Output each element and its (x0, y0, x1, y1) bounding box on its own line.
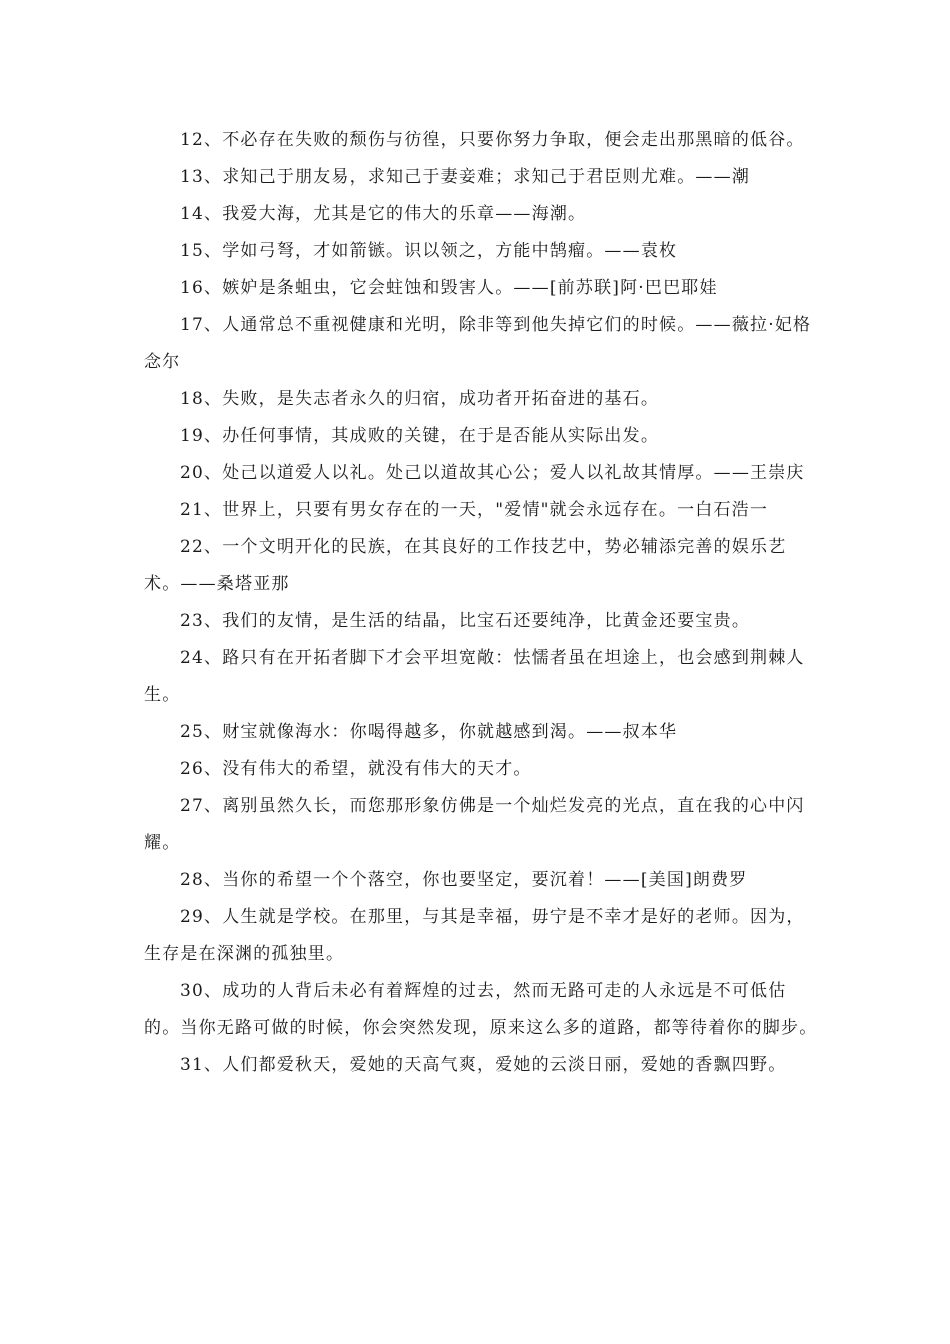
quote-paragraph-13: 13、求知己于朋友易，求知己于妻妾难；求知己于君臣则尤难。——潮 (180, 167, 751, 187)
quote-paragraph-24: 24、路只有在开拓者脚下才会平坦宽敞：怯懦者虽在坦途上，也会感到荆棘人生。 (144, 648, 805, 705)
quote-paragraph-27: 27、离别虽然久长，而您那形象仿佛是一个灿烂发亮的光点，直在我的心中闪耀。 (144, 796, 805, 853)
quote-paragraph-14: 14、我爱大海，尤其是它的伟大的乐章——海潮。 (180, 204, 587, 224)
quote-paragraph-18: 18、失败，是失志者永久的归宿，成功者开拓奋进的基石。 (180, 389, 660, 409)
quote-paragraph-15: 15、学如弓弩，才如箭镞。识以领之，方能中鹄瘤。——袁枚 (180, 241, 678, 261)
quote-paragraph-29: 29、人生就是学校。在那里，与其是幸福，毋宁是不幸才是好的老师。因为，生存是在深渊的孤独里。 (144, 907, 805, 964)
quote-paragraph-12: 12、不必存在失败的颓伤与彷徨，只要你努力争取，便会走出那黑暗的低谷。 (180, 130, 805, 150)
quote-paragraph-17: 17、人通常总不重视健康和光明，除非等到他失掉它们的时候。——薇拉·妃格念尔 (144, 315, 812, 372)
quote-paragraph-30: 30、成功的人背后未必有着辉煌的过去，然而无路可走的人永远是不可低估的。当你无路可做的时候，你会突然发现，原来这么多的道路，都等待着你的脚步。 (144, 981, 818, 1038)
document-body (144, 122, 820, 1084)
quote-paragraph-19: 19、办任何事情，其成败的关键，在于是否能从实际出发。 (180, 426, 660, 446)
quote-paragraph-21: 21、世界上，只要有男女存在的一天，"爱情"就会永远存在。一白石浩一 (180, 500, 769, 520)
quote-paragraph-31: 31、人们都爱秋天，爱她的天高气爽，爱她的云淡日丽，爱她的香飘四野。 (180, 1055, 787, 1075)
quote-paragraph-23: 23、我们的友情，是生活的结晶，比宝石还要纯净，比黄金还要宝贵。 (180, 611, 751, 631)
quote-paragraph-16: 16、嫉妒是条蛆虫，它会蛀蚀和毁害人。——[前苏联]阿·巴巴耶娃 (180, 278, 718, 298)
quote-paragraph-28: 28、当你的希望一个个落空，你也要坚定，要沉着！——[美国]朗费罗 (180, 870, 748, 890)
quote-paragraph-26: 26、没有伟大的希望，就没有伟大的天才。 (180, 759, 532, 779)
quote-paragraph-25: 25、财宝就像海水：你喝得越多，你就越感到渴。——叔本华 (180, 722, 678, 742)
quote-paragraph-22: 22、一个文明开化的民族，在其良好的工作技艺中，势必辅添完善的娱乐艺术。——桑塔亚那 (144, 537, 787, 594)
quote-paragraph-20: 20、处己以道爱人以礼。处己以道故其心公；爱人以礼故其情厚。——王崇庆 (180, 463, 805, 483)
